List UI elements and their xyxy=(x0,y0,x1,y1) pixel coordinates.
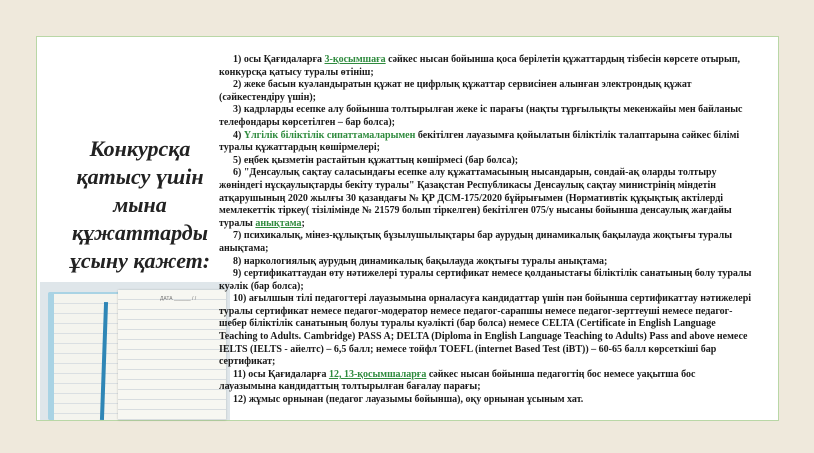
appendix-3-link[interactable]: 3-қосымшаға xyxy=(324,54,386,65)
list-item: 5) еңбек қызметін растайтын құжаттың көшірмесі (бар болса); xyxy=(233,154,519,166)
list-item: 11) осы Қағидаларға 12, 13-қосымшаларға сәйкес нысан бойынша педагогтің бос немесе уақытша бос лауазымына кандидаттың толтырылған бағалау парағы; xyxy=(219,368,696,393)
notebook-image xyxy=(40,282,230,420)
notebook-date-label: ДАТА ______ / / xyxy=(160,296,197,302)
notebook-right-page xyxy=(118,290,226,420)
heading-line: ұсыну қажет: xyxy=(69,248,211,273)
list-item: 2) жеке басын куәландыратын құжат не цифрлық құжаттар сервисінен алынған электрондық құжат (сәйкестендіру үшін); xyxy=(219,79,692,103)
heading-line: мына xyxy=(113,192,167,217)
notebook-left-page xyxy=(54,294,120,420)
heading-line: Конкурсқа xyxy=(89,136,191,161)
list-item: 10) ағылшын тілі педагогтері лауазымына орналасуға кандидаттар үшін пән бойынша сертификаттау нәтижелері туралы сертификат немесе педагог-модератор немесе педагог-сарапшы немесе педагог-зерттеуші немесе педагог-шебер біліктілік санатының болуы туралы куәлікті (бар болса) немесе CELTA (Certificate in English Language Teaching to Adults. Cambridge) PASS A; DELTA (Diploma in English Language Teaching to Adults) Pass and above немесе IELTS (IELTS - айелтс) – 6,5 балл; немесе тойфл TOEFL (internet Based Test (iBT)) – 60-65 балл көрсеткіші бар сертификат; xyxy=(219,293,752,368)
list-item: 3) кадрларды есепке алу бойынша толтырылған жеке іс парағы (нақты тұрғылықты мекенжайы мен байланыс телефондары көрсетілген – бар болса); xyxy=(219,104,743,128)
list-item: 6) "Денсаулық сақтау саласындағы есепке алу құжаттамасының нысандарын, сондай-ақ оларды толтыру жөніндегі нұсқаулықтарды бекіту туралы" Қазақстан Республикасы Денсаулық сақтау министрінің міндетін атқарушының 2020 жылғы 30 қазандағы № ҚР ДСМ-175/2020 бұйрығымен (Нормативтік құқықтық актілерді мемлекеттік тіркеу( тізілімінде № 21579 болып тіркелген) бекітілген 075/у нысаны бойынша денсаулық жағдайы туралы анықтама; xyxy=(219,167,732,229)
list-item: 1) осы Қағидаларға 3-қосымшаға сәйкес нысан бойынша қоса берілетін құжаттардың тізбесін көрсете отырып, конкурсқа қатысу туралы өтініш; xyxy=(219,54,741,78)
certificate-link[interactable]: анықтама xyxy=(255,217,302,229)
heading-line: қатысу үшін xyxy=(76,164,204,189)
heading-line: құжаттарды xyxy=(72,220,208,245)
list-item: 9) сертификаттаудан өту нәтижелері туралы сертификат немесе қолданыстағы біліктілік санатының болу туралы куәлік (бар болса); xyxy=(219,268,752,292)
qualification-characteristics-text: Үлгілік біліктілік сипаттамаларымен xyxy=(243,129,416,141)
list-item: 12) жұмыс орнынан (педагог лауазымы бойынша), оқу орнынан ұсыным хат. xyxy=(233,394,584,406)
slide-heading xyxy=(50,135,230,275)
requirements-list xyxy=(219,54,755,407)
list-item: 4) Үлгілік біліктілік сипаттамаларымен бекітілген лауазымға қойылатын біліктілік талаптарына сәйкес білімі туралы құжаттардың көшірмелері; xyxy=(219,129,740,154)
list-item: 7) психикалық, мінез-құлықтық бұзылушылықтары бар аурудың динамикалық бақылауда жоқтығы туралы анықтама; xyxy=(219,230,733,254)
list-item: 8) наркологиялық аурудың динамикалық бақылауда жоқтығы туралы анықтама; xyxy=(233,255,608,267)
appendix-12-13-link[interactable]: 12, 13-қосымшаларға xyxy=(328,368,427,380)
